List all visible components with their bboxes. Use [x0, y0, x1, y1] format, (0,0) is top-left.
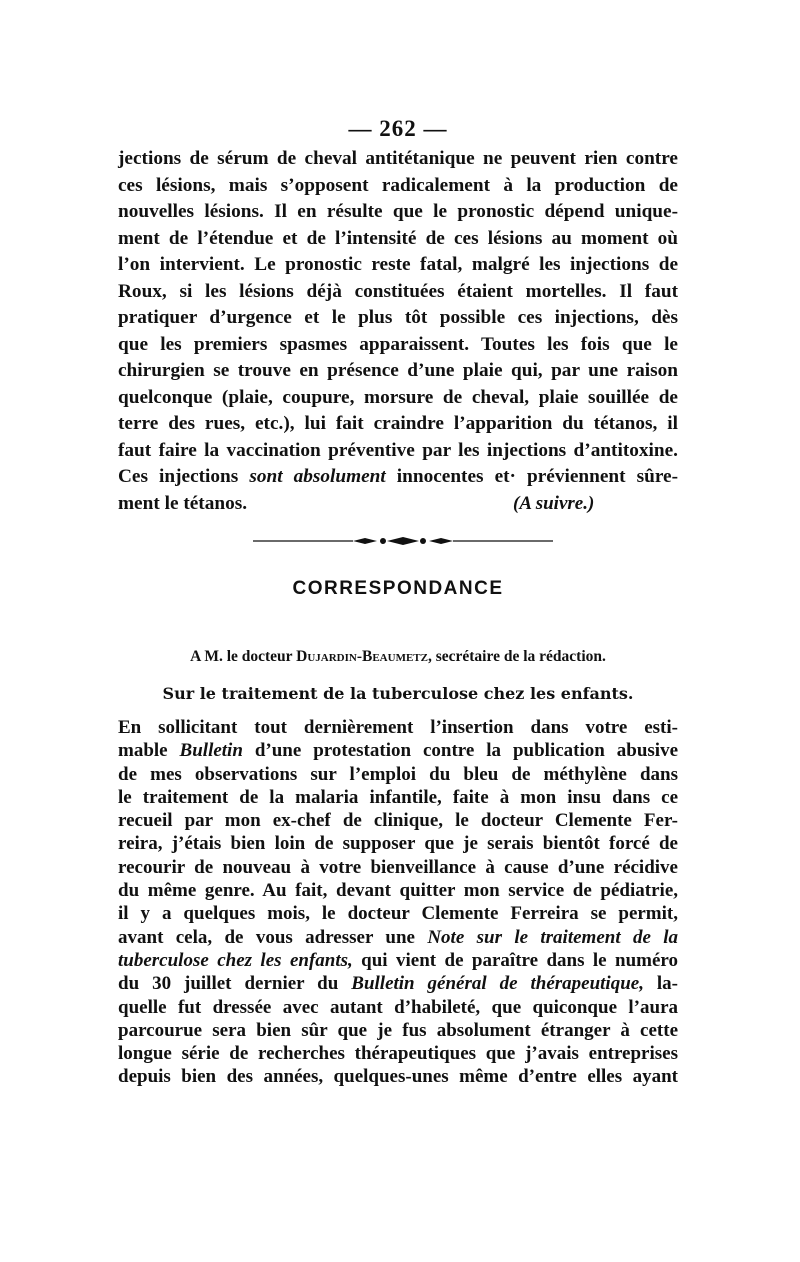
paragraph-tetanos	[118, 146, 678, 517]
text-segment: qui vient de paraître dans le numéro	[352, 949, 679, 971]
text-line: parcourue sera bien sûr que je fus absolument étranger à cette	[118, 1019, 678, 1041]
text-line: que les premiers spasmes apparaissent. Toutes les fois que le	[118, 333, 678, 355]
text-line: ment de l’étendue et de l’intensité de ces lésions au moment où	[118, 227, 678, 249]
text-segment: Ces injections	[118, 466, 250, 487]
ornament-divider	[253, 536, 553, 546]
text-line: Roux, si les lésions déjà constituées étaient mortelles. Il faut	[118, 280, 678, 302]
text-line: longue série de recherches thérapeutiques que j’avais entreprises	[118, 1043, 678, 1065]
text-line: depuis bien des années, quelques-unes même d’entre elles ayant	[118, 1066, 678, 1088]
text-line	[118, 926, 678, 949]
italic-text: Bulletin	[179, 740, 243, 762]
letter-body	[118, 716, 678, 1089]
text-segment: d’une protestation contre la publication abusive	[242, 740, 678, 762]
address-prefix: A M. le docteur	[190, 648, 297, 665]
text-line: ment le tétanos.	[118, 492, 248, 514]
text-line: il y a quelques mois, le docteur Clemente Ferreira se permit,	[118, 903, 678, 925]
text-line: chirurgien se trouve en présence d’une plaie qui, par une raison	[118, 360, 678, 381]
text-line: de mes observations sur l’emploi du bleu de méthylène dans	[118, 763, 678, 785]
letter-address	[118, 648, 678, 666]
text-line: quelconque (plaie, coupure, morsure de cheval, plaie souillée de	[118, 386, 678, 408]
text-segment: mable	[118, 740, 180, 762]
text-segment: du 30 juillet dernier du	[118, 973, 352, 995]
text-line: faut faire la vaccination préventive par les injections d’antitoxine.	[118, 439, 678, 461]
text-line: pratiquer d’urgence et le plus tôt possible ces injections, dès	[118, 307, 678, 328]
text-line: recourir de nouveau à votre bienveillance à cause d’une récidive	[118, 856, 678, 878]
text-line	[118, 464, 678, 491]
italic-text: Bulletin général de thérapeutique,	[351, 973, 644, 995]
text-line	[118, 949, 678, 972]
text-line: l’on intervient. Le pronostic reste fatal, malgré les injections de	[118, 254, 678, 275]
text-line: En sollicitant tout dernièrement l’insertion dans votre esti-	[118, 717, 678, 738]
text-segment: la-	[643, 973, 679, 995]
italic-text: tuberculose chez les enfants,	[118, 949, 353, 971]
text-line: nouvelles lésions. Il en résulte que le pronostic dépend unique-	[118, 201, 678, 222]
letter-subject: Sur le traitement de la tuberculose chez les enfants.	[162, 684, 634, 703]
text-line: recueil par mon ex-chef de clinique, le docteur Clemente Fer-	[118, 810, 678, 832]
page-number: — 262 —	[348, 116, 448, 141]
text-line: du même genre. Au fait, devant quitter mon service de pédiatrie,	[118, 880, 678, 902]
text-line: le traitement de la malaria infantile, faite à mon insu dans ce	[118, 786, 678, 808]
text-line: reira, j’étais bien loin de supposer que je serais bientôt forcé de	[118, 833, 678, 855]
to-be-continued: (A suivre.)	[513, 493, 595, 514]
text-line: quelle fut dressée avec autant d’habileté, que quiconque l’aura	[118, 996, 678, 1018]
text-line: ces lésions, mais s’opposent radicalement à la production de	[118, 174, 678, 196]
text-line	[118, 972, 678, 995]
section-heading: CORRESPONDANCE	[292, 578, 504, 599]
text-segment: innocentes et· préviennent sûre-	[385, 466, 679, 487]
italic-text: sont absolument	[249, 466, 386, 487]
text-line: terre des rues, etc.), lui fait craindre l’apparition du tétanos, il	[118, 413, 678, 434]
address-suffix: , secrétaire de la rédaction.	[427, 648, 606, 665]
recipient-name: Dujardin-Beaumetz	[296, 648, 428, 665]
text-line: jections de sérum de cheval antitétanique ne peuvent rien contre	[118, 148, 678, 169]
text-line	[118, 739, 678, 762]
italic-text: Note sur le traitement de la	[427, 926, 679, 948]
text-segment: avant cela, de vous adresser une	[118, 926, 428, 948]
